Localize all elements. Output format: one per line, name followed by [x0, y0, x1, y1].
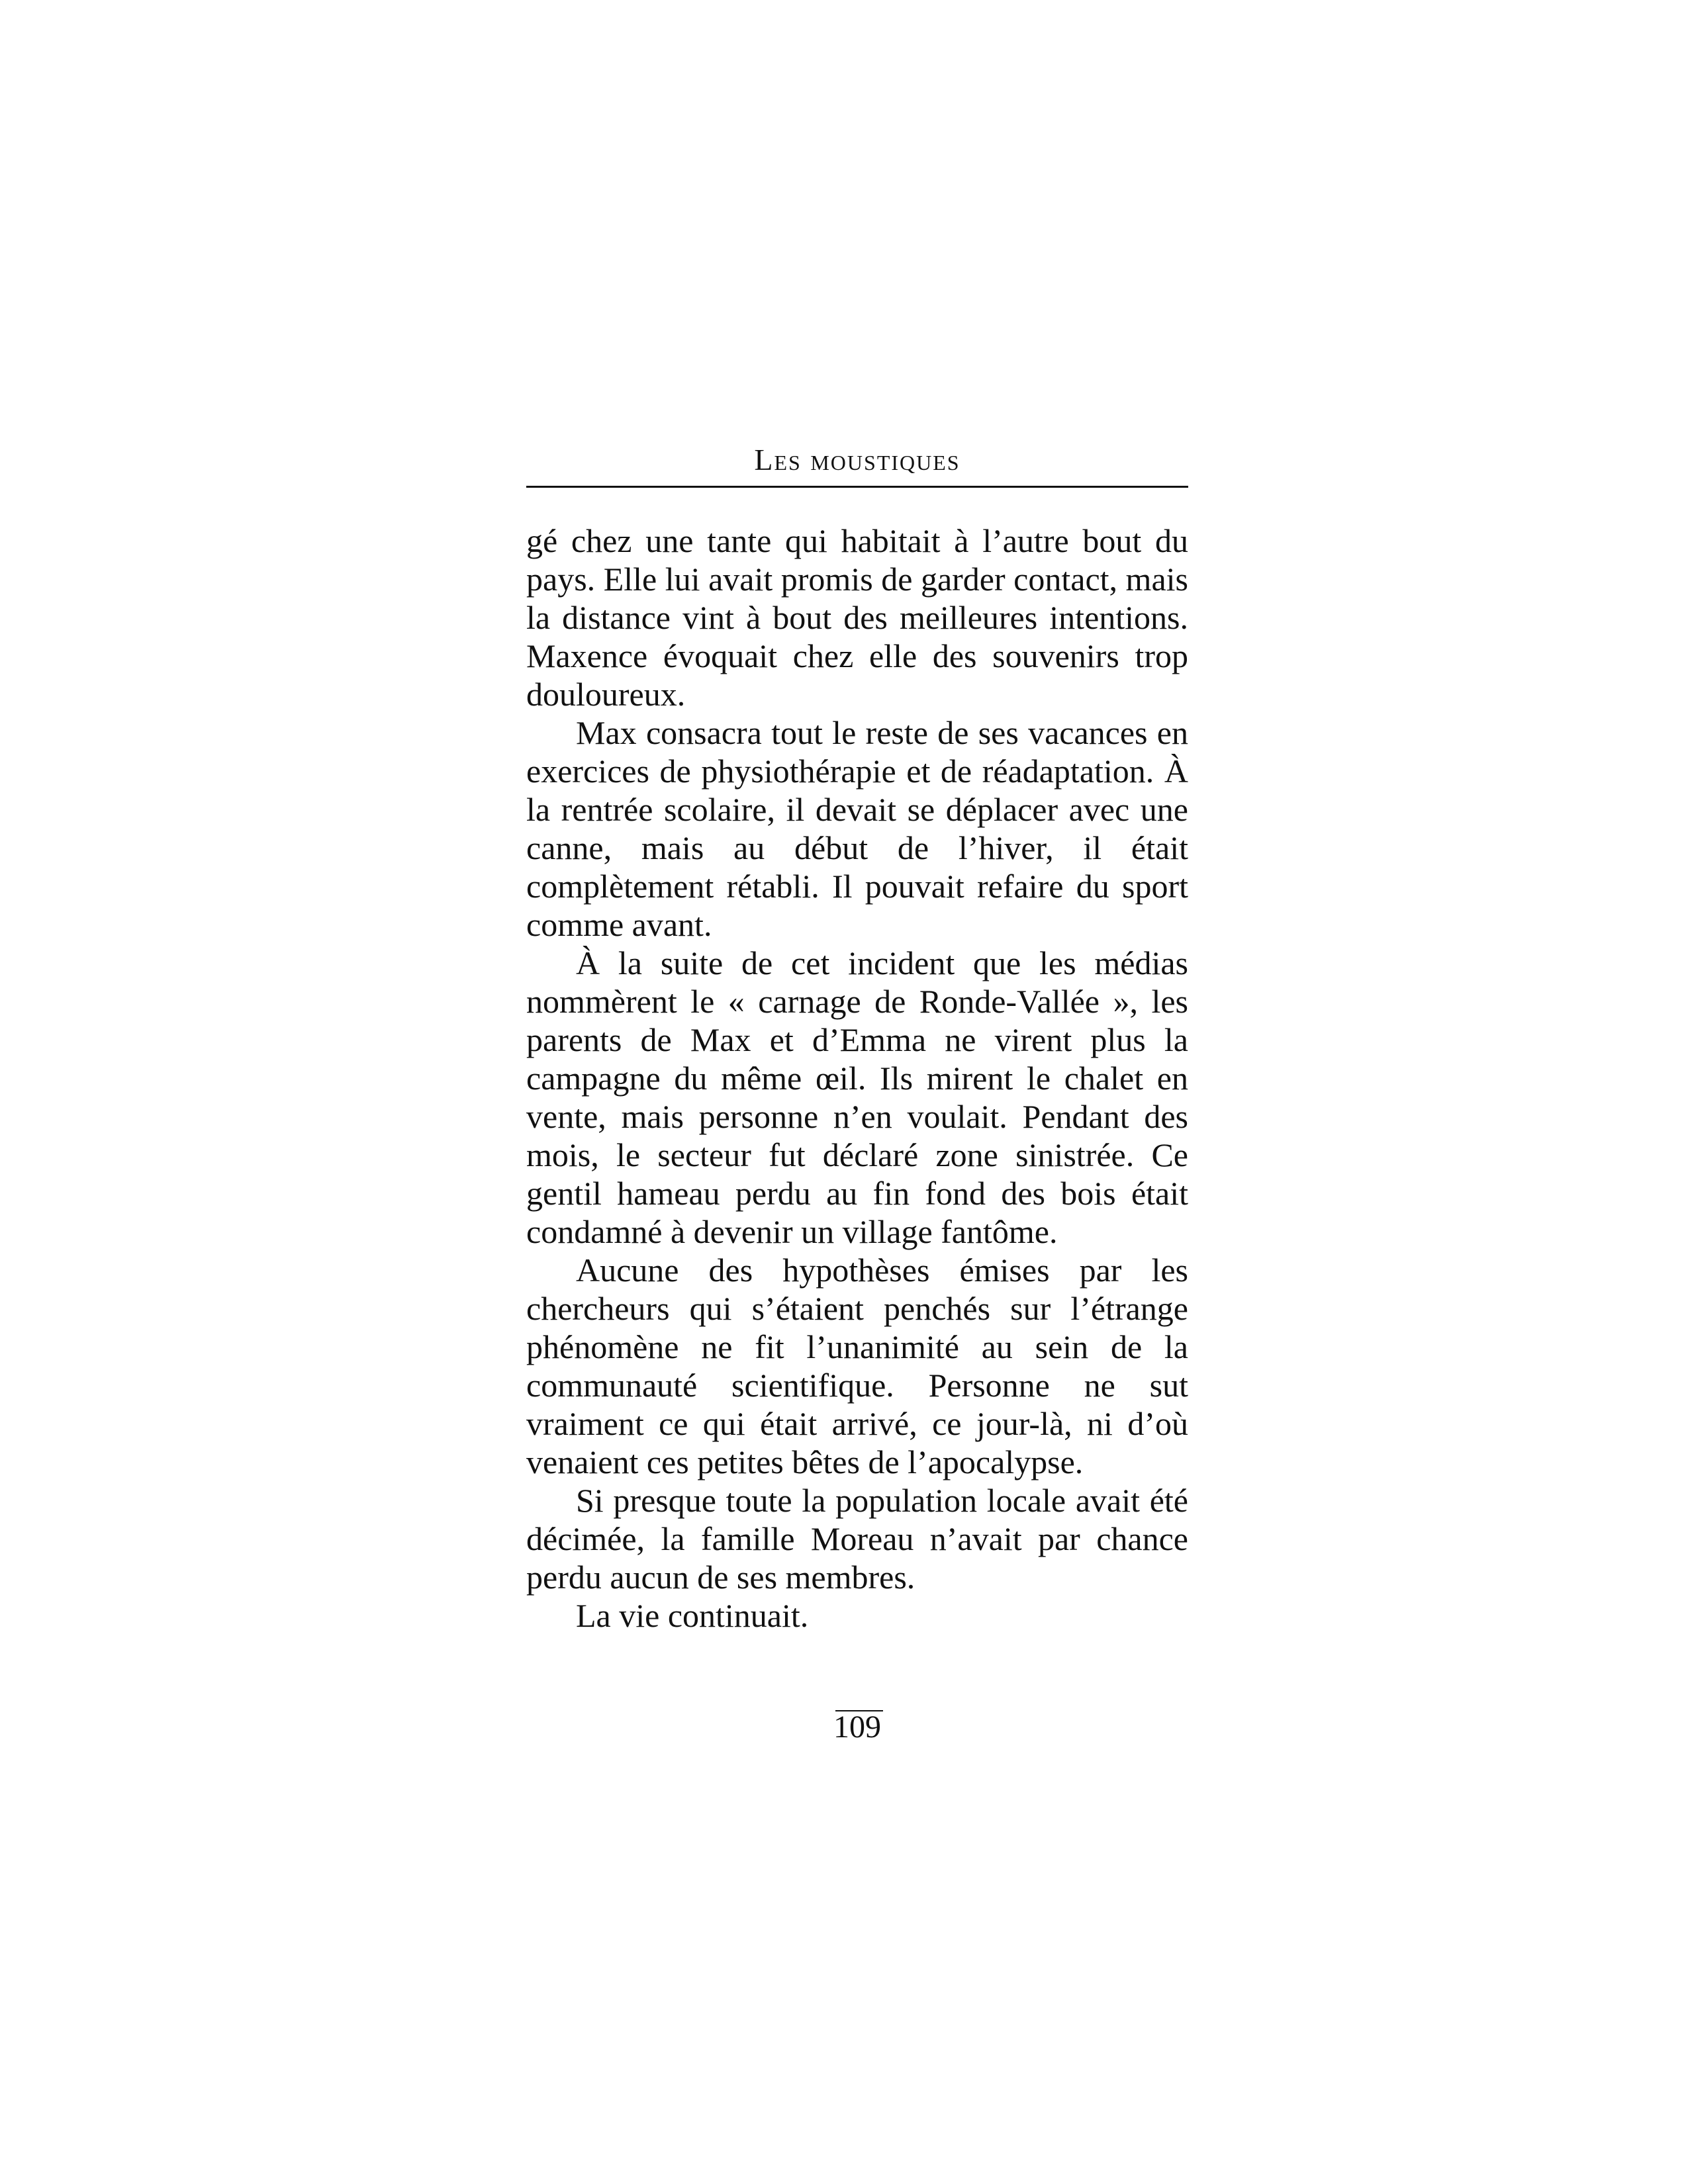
paragraph: À la suite de cet incident que les médias nommèrent le « carnage de Ronde-Vallée », les parents de Max et d’Emma ne virent plus la campagne du même œil. Ils mirent le chalet en vente, mais personne n’en voulait. Pendant des mois, le secteur fut déclaré zone sinistrée. Ce gentil hameau perdu au fin fond des bois était condamné à devenir un village fantôme.: [526, 944, 1188, 1250]
paragraph: gé chez une tante qui habitait à l’autre bout du pays. Elle lui avait promis de garder contact, mais la distance vint à bout des meilleures intentions. Maxence évoquait chez elle des souvenirs trop douloureux.: [526, 522, 1188, 713]
paragraph: Aucune des hypothèses émises par les chercheurs qui s’étaient penchés sur l’étrange phénomène ne fit l’unanimité au sein de la communauté scientifique. Personne ne sut vraiment ce qui était arrivé, ce jour-là, ni d’où venaient ces petites bêtes de l’apocalypse.: [526, 1251, 1188, 1480]
page-number: 109: [833, 1709, 881, 1745]
paragraph: Max consacra tout le reste de ses vacances en exercices de physiothérapie et de réadaptation. À la rentrée scolaire, il devait se déplacer avec une canne, mais au début de l’hiver, il était complètement rétabli. Il pouvait refaire du sport comme avant.: [526, 714, 1188, 943]
paragraph: La vie continuait.: [576, 1597, 809, 1634]
running-head-title: Les moustiques: [754, 443, 961, 477]
body-text: [526, 522, 1188, 1635]
paragraph: Si presque toute la population locale avait été décimée, la famille Moreau n’avait par chance perdu aucun de ses membres.: [526, 1482, 1188, 1596]
header-rule: [526, 486, 1188, 488]
running-head: [526, 440, 1188, 480]
